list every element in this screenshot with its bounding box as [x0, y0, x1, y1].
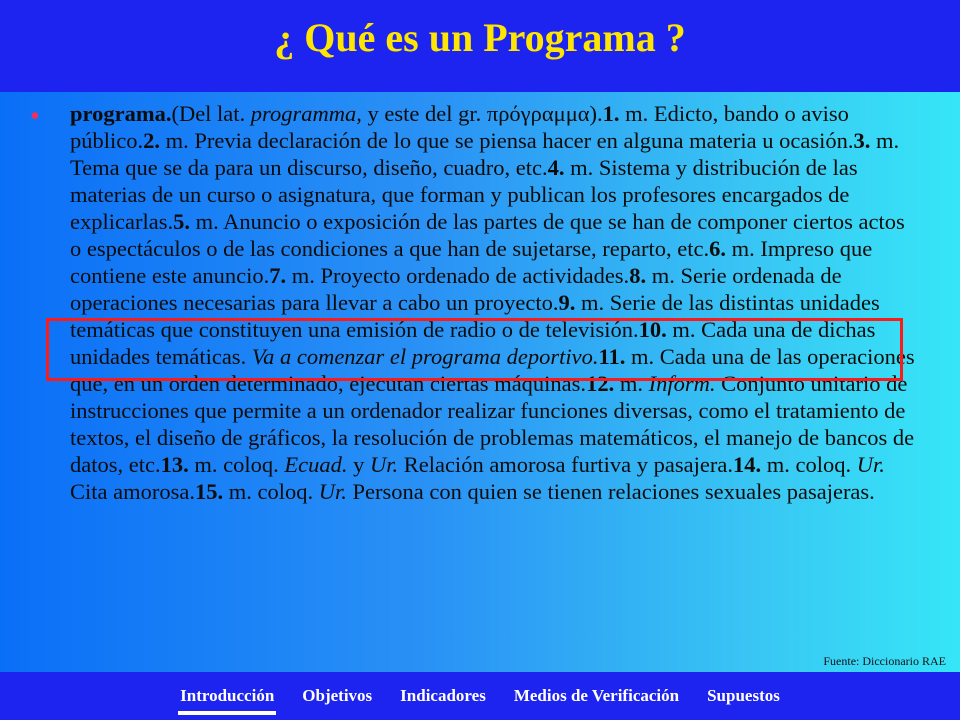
sense-number: 2.	[143, 128, 160, 153]
nav-objetivos[interactable]: Objetivos	[302, 686, 373, 705]
sense-number: 7.	[269, 263, 287, 288]
def-text: m. Sistema y distribución de las materias de un curso o asignatura, que forman y publican los profesores encargados de explicarlas.	[70, 155, 858, 234]
slide-title: ¿ Qué es un Programa ?	[274, 15, 686, 60]
def-text: m. Cada una de dichas unidades temáticas.	[70, 317, 876, 369]
def-italic: Inform.	[648, 371, 716, 396]
definition-text	[70, 100, 920, 505]
title-bar	[0, 0, 960, 92]
def-text: m.	[614, 371, 649, 396]
nav-introduccion[interactable]: Introducción	[180, 686, 275, 705]
sense-number: 14.	[732, 452, 762, 477]
nav-indicadores[interactable]: Indicadores	[400, 686, 486, 705]
sense-number: 6.	[709, 236, 726, 261]
sense-number: 5.	[173, 209, 190, 234]
def-italic: Ur.	[318, 479, 347, 504]
def-text: m. coloq.	[223, 479, 319, 504]
def-text: m. Previa declaración de lo que se piensa hacer en alguna materia u ocasión.	[160, 128, 854, 153]
sense-number: 10.	[638, 317, 667, 342]
headword: programa.	[70, 101, 172, 126]
def-italic: programma,	[250, 101, 362, 126]
sense-number: 8.	[629, 263, 647, 288]
def-text: m. Proyecto ordenado de actividades.	[286, 263, 630, 288]
def-text: Relación amorosa furtiva y pasajera.	[398, 452, 733, 477]
bullet-icon: •	[30, 101, 40, 132]
def-text: m. Tema que se da para un discurso, diseño, cuadro, etc.	[70, 128, 900, 180]
navigation-bar	[0, 672, 960, 720]
def-text: m. Edicto, bando o aviso público.	[70, 101, 849, 153]
def-text: Conjunto unitario de instrucciones que permite a un ordenador realizar funciones diversas, como el tratamiento de textos, el diseño de gráficos, la resolución de problemas matemáticos, el manejo de bancos de datos, etc.	[70, 371, 915, 477]
def-italic: Ur.	[369, 452, 399, 477]
def-text: m. Impreso que contiene este anuncio.	[70, 236, 873, 288]
sense-number: 12.	[586, 371, 615, 396]
def-text: m. coloq.	[188, 452, 285, 477]
source-citation: Fuente: Diccionario RAE	[823, 654, 946, 668]
def-text: (Del lat.	[171, 101, 251, 126]
def-text: y este del gr. πρόγραμμα).	[361, 101, 603, 126]
def-text: m. Anuncio o exposición de las partes de que se han de componer ciertos actos o espectáculos o de las condiciones a que han de sujetarse, reparto, etc.	[70, 209, 905, 261]
def-text: m. Cada una de las operaciones que, en un orden determinado, ejecutan ciertas máquinas.	[70, 344, 915, 396]
sense-number: 11.	[598, 344, 626, 369]
def-text: Persona con quien se tienen relaciones sexuales pasajeras.	[346, 479, 875, 504]
sense-number: 4.	[547, 155, 565, 180]
sense-number: 1.	[602, 101, 620, 126]
sense-number: 9.	[558, 290, 576, 315]
nav-supuestos[interactable]: Supuestos	[707, 686, 780, 705]
nav-medios-de-verificacion[interactable]: Medios de Verificación	[513, 686, 680, 705]
def-italic: Ecuad.	[284, 452, 348, 477]
sense-number: 3.	[853, 128, 871, 153]
def-text: m. Serie ordenada de operaciones necesarias para llevar a cabo un proyecto.	[70, 263, 842, 315]
nav-menu	[0, 686, 960, 706]
sense-number: 13.	[160, 452, 189, 477]
def-text: y	[347, 452, 370, 477]
def-text: Cita amorosa.	[70, 479, 195, 504]
def-italic: Ur.	[856, 452, 885, 477]
highlight-box	[46, 318, 903, 381]
def-example: Va a comenzar el programa deportivo.	[251, 344, 599, 369]
sense-number: 15.	[194, 479, 224, 504]
def-text: m. coloq.	[761, 452, 857, 477]
def-text: m. Serie de las distintas unidades temáticas que constituyen una emisión de radio o de televisión.	[70, 290, 880, 342]
